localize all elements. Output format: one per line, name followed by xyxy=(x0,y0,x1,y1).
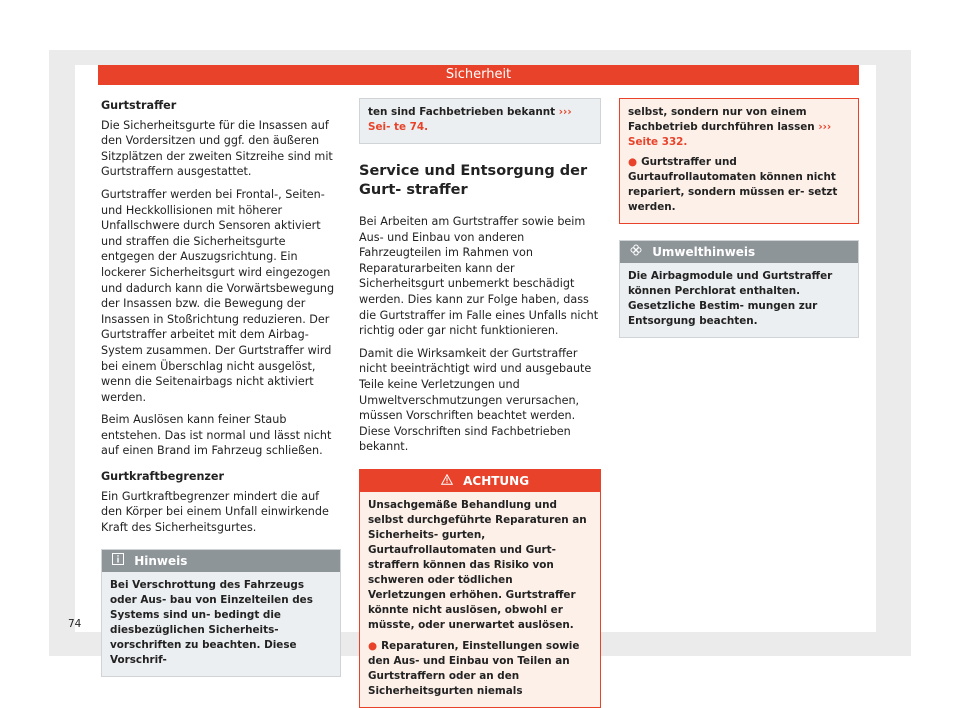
paragraph: Gurtstraffer werden bei Frontal-, Seiten- und Heckkollisionen mit höherer Unfallschwere durch Sensoren aktiviert und straffen die Sicherheitsgurte entgegen der Auszugsrichtung. Ein lockerer Sicherheitsgurt wird eingezogen und dadurch kann die Vorwärtsbewegung der Insassen bzw. die Bewegung der Insassen in Stoßrichtung reduzieren. Der Gurtstraffer arbeitet mit dem Airbag-System zusammen. Der Gurtstraffer wird bei einem Überschlag nicht ausgelöst, wenn die Seitenairbags nicht aktiviert werden. xyxy=(101,187,335,404)
warning-triangle-icon xyxy=(441,470,453,492)
warning-bullet: ● Gurtstraffer und Gurtaufrollautomaten können nicht repariert, sondern müssen er- setzt werden. xyxy=(628,156,838,213)
paragraph: Ein Gurtkraftbegrenzer mindert die auf den Körper bei einem Unfall einwirkende Kraft des Sicherheitsgurtes. xyxy=(101,489,329,534)
info-icon xyxy=(112,550,124,572)
paragraph: Die Sicherheitsgurte für die Insassen auf den Vordersitzen und ggf. den äußeren Sitzplätzen der zweiten Sitzreihe sind mit Gurtstraffern ausgestattet. xyxy=(101,118,333,179)
warning-box-continued xyxy=(619,98,859,224)
environment-note-title: Umwelthinweis xyxy=(652,245,756,259)
page-number: 74 xyxy=(68,618,82,630)
note-box-continued xyxy=(359,98,601,144)
page-reference-link[interactable]: ››› Sei- te 74. xyxy=(368,106,572,133)
paragraph: Damit die Wirksamkeit der Gurtstraffer nicht beeinträchtigt wird und ausgebaute Teile keine Verletzungen und Umweltverschmutzungen verursachen, müssen Vorschriften beachtet werden. Diese Vorschriften sind Fachbetrieben bekannt. xyxy=(359,346,592,454)
section-title: Service und Entsorgung der Gurt- straffer xyxy=(359,163,588,198)
column-2 xyxy=(359,98,601,708)
paragraph: Beim Auslösen kann feiner Staub entstehen. Das ist normal und lässt nicht auf einen Brand im Fahrzeug schließen. xyxy=(101,413,332,458)
note-continued-text: ten sind Fachbetrieben bekannt xyxy=(368,106,556,118)
environment-flower-icon xyxy=(630,241,642,263)
environment-note-box xyxy=(619,240,859,338)
page-reference-link[interactable]: ››› Seite 332. xyxy=(628,121,832,148)
page-header: Sicherheit xyxy=(98,65,859,85)
note-box xyxy=(101,549,341,677)
warning-text: Unsachgemäße Behandlung und selbst durchgeführte Reparaturen an Sicherheits- gurten, Gurtaufrollautomaten und Gurt- straffern können das Risiko von schweren oder tödlichen Verletzungen erhöhen. Gurtstraffer könnte nicht auslösen, obwohl er müsste, oder unerwartet auslösen. xyxy=(368,498,587,631)
note-text: Bei Verschrottung des Fahrzeugs oder Aus- bau von Einzelteilen des Systems sind un- bedingt die diesbezüglichen Sicherheits- vorschriften zu beachten. Diese Vorschrif- xyxy=(110,579,313,667)
heading-gurtkraftbegrenzer: Gurtkraftbegrenzer xyxy=(101,470,225,484)
warning-title: ACHTUNG xyxy=(463,473,530,488)
warning-continued: selbst, sondern nur von einem Fachbetrieb durchführen lassen ››› Seite 332. xyxy=(628,106,832,148)
paragraph: Bei Arbeiten am Gurtstraffer sowie beim Aus- und Einbau von anderen Fahrzeugteilen im Rahmen von Reparaturarbeiten kann der Sicherheitsgurt unbemerkt beschädigt werden. Dies kann zur Folge haben, dass die Gurtstraffer im Falle eines Unfalls nicht richtig oder gar nicht funktionieren. xyxy=(359,215,599,338)
column-1 xyxy=(101,98,341,677)
heading-gurtstraffer: Gurtstraffer xyxy=(101,99,177,112)
warning-header xyxy=(360,470,600,492)
column-3 xyxy=(619,98,859,338)
environment-note-header xyxy=(620,241,858,263)
note-title: Hinweis xyxy=(134,554,188,569)
bullet-icon: ● xyxy=(628,156,638,168)
warning-box xyxy=(359,469,601,708)
note-header xyxy=(102,550,340,572)
environment-note-text: Die Airbagmodule und Gurtstraffer können Perchlorat enthalten. Gesetzliche Bestim- mungen zur Entsorgung beachten. xyxy=(628,270,833,327)
bullet-icon: ● xyxy=(368,639,378,652)
warning-bullet: ● Reparaturen, Einstellungen sowie den Aus- und Einbau von Teilen an Gurtstraffern oder an den Sicherheitsgurten niemals xyxy=(368,639,580,697)
